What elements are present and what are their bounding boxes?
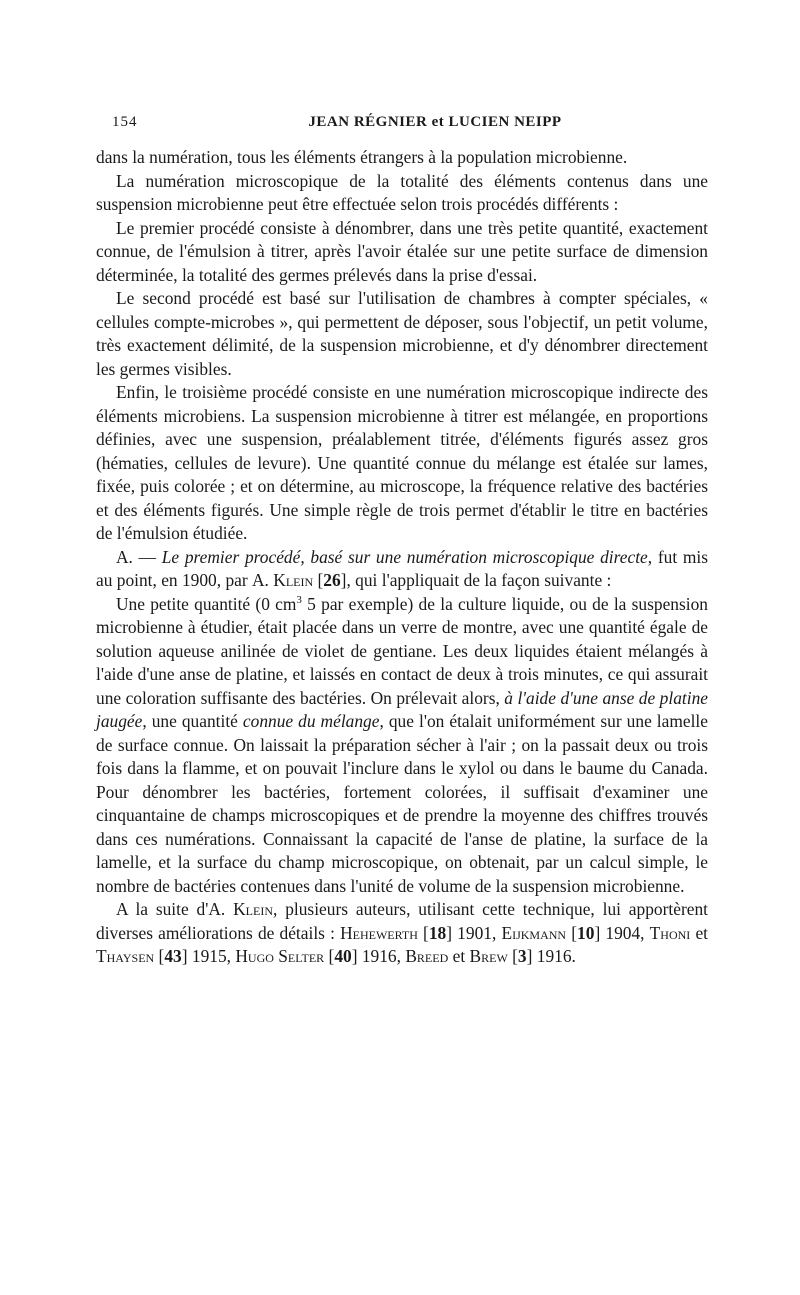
text-run: Une petite quantité (0 cm xyxy=(116,593,297,614)
running-title: JEAN RÉGNIER et LUCIEN NEIPP xyxy=(308,114,562,130)
paragraph-5: Enfin, le troisième procédé consiste en une numération microscopique indirecte des éléments microbiens. La suspension microbienne à titrer est mélangée, en proportions définies, avec une suspension, préalablement titrée, d'éléments figurés assez gros (hématies, cellules de levure). Une quantité connue du mélange est étalée sur lames, fixée, puis colorée ; et on détermine, au microscope, la fréquence relative des bactéries et des éléments figurés. Une simple règle de trois permet d'établir le titre en bactéries de l'émulsion étudiée. xyxy=(96,382,708,543)
author-name: Brew xyxy=(469,946,508,966)
body-text xyxy=(96,146,708,969)
superscript: 3 xyxy=(296,593,302,606)
paragraph-1: dans la numération, tous les éléments étrangers à la population microbienne. xyxy=(96,147,628,167)
reference-number: 26 xyxy=(323,570,341,590)
author-name: A. Klein xyxy=(208,899,274,919)
reference-number: 3 xyxy=(517,946,527,966)
paragraph-8: A la suite d'A. Klein, plusieurs auteurs, utilisant cette technique, lui apportèrent diverses améliorations de détails : Hehewerth [18] 1901, Eijkmann [10] 1904, Thoni et Thaysen [43] 1915, Hugo Selter [40] 1916, Breed et Brew [3] 1916. xyxy=(96,899,709,966)
paragraph-6: A. — Le premier procédé, basé sur une numération microscopique directe, fut mis au point, en 1900, par A. Klein [26], qui l'appliquait de la façon suivante : xyxy=(96,546,708,590)
paragraph-4: Le second procédé est basé sur l'utilisation de chambres à compter spéciales, « cellules compte-microbes », qui permettent de déposer, sous l'objectif, un petit volume, très exactement délimité, de la suspension microbienne, et d'y dénombrer directement les germes visibles. xyxy=(96,288,708,379)
paragraph-2: La numération microscopique de la totalité des éléments contenus dans une suspension microbienne peut être effectuée selon trois procédés différents : xyxy=(96,170,708,214)
reference-number: 43 xyxy=(164,946,182,966)
text-run: 1904, xyxy=(600,922,650,943)
author-name: Eijkmann xyxy=(501,922,567,943)
author-name: Hugo Selter xyxy=(235,946,325,966)
paragraph-7 xyxy=(96,593,708,899)
text-run: , que l'on étalait uniformément sur une lamelle de surface connue. On laissait la préparation sécher à l'air ; on la passait deux ou trois fois dans la flamme, et on pouvait l'inclure dans le xylol ou dans le baume du Canada. Pour dénombrer les bactéries, fortement colorées, il suffisait d'examiner une cinquantaine de champs microscopiques et de prendre la moyenne des chiffres trouvés dans ces numérations. Connaissant la capacité de l'anse de platine, la surface de la lamelle, et la surface du champ microscopique, on obtenait, par un calcul simple, le nombre de bactéries contenues dans l'unité de volume de la suspension microbienne. xyxy=(96,711,708,896)
author-name: Thaysen xyxy=(96,946,155,966)
text-run: et xyxy=(448,946,470,966)
text-run: 1901, xyxy=(452,922,502,943)
author-name: A. Klein xyxy=(252,570,314,590)
text-run: 1916. xyxy=(532,946,576,966)
italic-phrase: Le premier procédé, basé sur une numération microscopique directe xyxy=(161,546,648,567)
italic-phrase: à l'aide d'une anse de platine jaugée xyxy=(96,687,708,731)
text-run: , plusieurs auteurs, utilisant cette technique, lui apportèrent diverses améliorations de détails : xyxy=(96,899,708,943)
text-run: 1915, xyxy=(187,946,236,966)
reference-number: 18 xyxy=(428,922,447,943)
section-marker: A. — xyxy=(116,546,162,567)
reference-number: 40 xyxy=(334,946,352,966)
text-run: , une quantité xyxy=(142,711,243,731)
text-run: , qui l'appliquait de la façon suivante : xyxy=(346,570,612,590)
author-name: Hehewerth xyxy=(340,922,418,943)
text-run: A la suite d' xyxy=(116,899,209,919)
paragraph-3: Le premier procédé consiste à dénombrer, dans une très petite quantité, exactement connue, de l'émulsion à titrer, après l'avoir étalée sur une petite surface de dimension déterminée, la totalité des germes prélevés dans la prise d'essai. xyxy=(96,217,708,285)
reference-number: 10 xyxy=(577,922,595,943)
author-name: Breed xyxy=(405,946,449,966)
page-number: 154 xyxy=(112,114,138,130)
text-run: 5 par exemple) de la culture liquide, ou de la suspension microbienne à étudier, était placée dans un verre de montre, avec une quantité égale de solution aqueuse anilinée de violet de gentiane. Les deux liquides étaient mélangés à l'aide d'une anse de platine, et laissés en contact de deux à trois minutes, ce qui assurait une coloration suffisante des bactéries. On prélevait alors, xyxy=(96,593,708,708)
text-run: 1916, xyxy=(357,946,406,966)
text-run: , fut mis au point, en 1900, par xyxy=(96,546,708,590)
italic-phrase: connue du mélange xyxy=(242,711,380,731)
text-run: et xyxy=(690,922,709,943)
author-name: Thoni xyxy=(649,922,691,943)
